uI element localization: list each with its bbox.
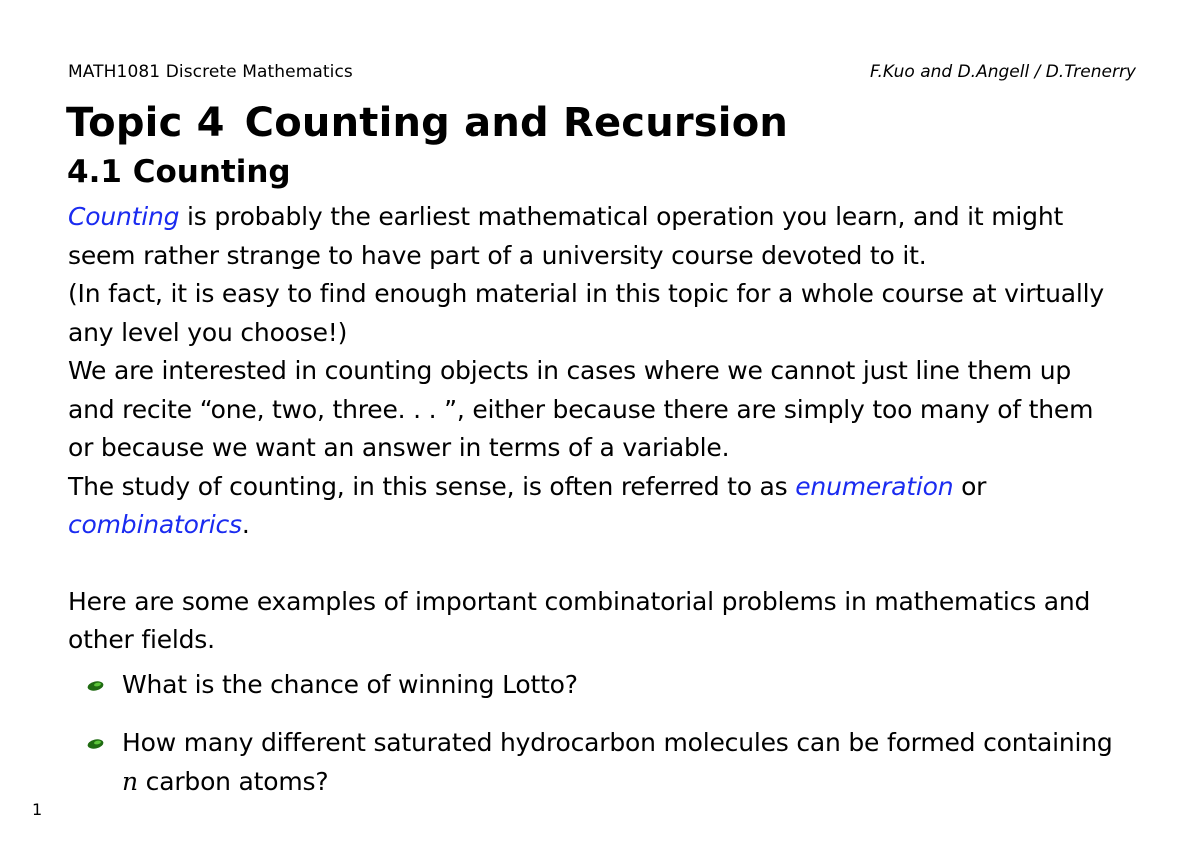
list-item-text: How many different saturated hydrocarbon molecules can be formed containing bbox=[122, 728, 1113, 757]
paragraph-3-line-2: and recite “one, two, three. . . ”, either because there are simply too many of them bbox=[68, 394, 1094, 424]
paragraph-4-start: The study of counting, in this sense, is often referred to as bbox=[68, 471, 796, 501]
paragraph-2-line-1: (In fact, it is easy to find enough material in this topic for a whole course at virtually bbox=[68, 279, 1104, 308]
keyword-combinatorics: combinatorics bbox=[68, 510, 242, 539]
section-heading: 4.1 Counting bbox=[67, 154, 291, 190]
paragraph-4-mid: or bbox=[953, 471, 987, 501]
green-bullet-icon bbox=[87, 681, 104, 691]
author-names: F.Kuo and D.Angell / D.Trenerry bbox=[869, 62, 1136, 82]
slide-body bbox=[68, 198, 1140, 821]
paragraph-2 bbox=[68, 275, 1140, 352]
paragraph-4 bbox=[68, 468, 1140, 545]
vertical-spacer bbox=[68, 545, 1140, 583]
paragraph-4-end: . bbox=[241, 510, 250, 539]
paragraph-3-line-1: We are interested in counting objects in cases where we cannot just line them up bbox=[68, 356, 1072, 385]
slide-header bbox=[68, 62, 1136, 82]
paragraph-5-line-1: Here are some examples of important combinatorial problems in mathematics and bbox=[68, 586, 1091, 616]
list-item-text: What is the chance of winning Lotto? bbox=[122, 669, 578, 699]
paragraph-2-line-2: any level you choose!) bbox=[68, 317, 348, 347]
math-variable-n: n bbox=[122, 766, 138, 796]
paragraph-1-line-2: seem rather strange to have part of a university course devoted to it. bbox=[68, 240, 927, 270]
course-name: MATH1081 Discrete Mathematics bbox=[68, 62, 353, 82]
paragraph-1 bbox=[68, 198, 1140, 275]
slide-title bbox=[66, 100, 788, 146]
keyword-enumeration: enumeration bbox=[795, 471, 954, 501]
list-item bbox=[68, 724, 1140, 801]
list-item-text-line-2: carbon atoms? bbox=[137, 766, 329, 796]
topic-number: Topic 4 bbox=[66, 100, 225, 146]
keyword-counting: Counting bbox=[68, 202, 180, 231]
example-list bbox=[68, 666, 1140, 802]
paragraph-3-line-3: or because we want an answer in terms of a variable. bbox=[68, 433, 730, 462]
paragraph-5-line-2: other fields. bbox=[68, 625, 215, 654]
paragraph-3 bbox=[68, 352, 1140, 468]
green-bullet-icon bbox=[87, 739, 104, 749]
list-item bbox=[68, 666, 1140, 705]
page-number: 1 bbox=[32, 800, 43, 819]
paragraph-5 bbox=[68, 583, 1140, 660]
topic-name: Counting and Recursion bbox=[244, 100, 789, 146]
paragraph-1-line-1: is probably the earliest mathematical operation you learn, and it might bbox=[179, 202, 1064, 231]
